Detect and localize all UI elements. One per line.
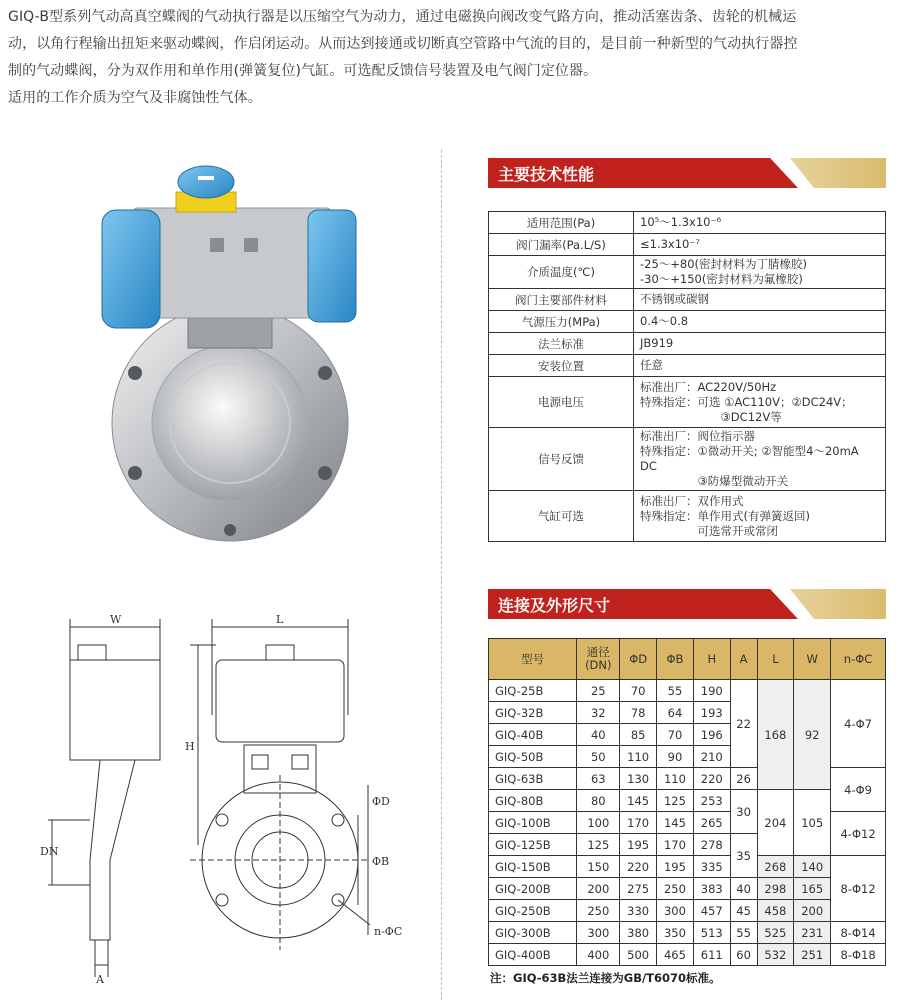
cell-b: 125 — [657, 790, 694, 812]
table-row — [489, 944, 886, 966]
column-header: L — [757, 639, 794, 680]
spec-row — [489, 311, 886, 333]
cell-model: GIQ-300B — [489, 922, 577, 944]
cell-w: 200 — [794, 900, 831, 922]
cell-d: 170 — [620, 812, 657, 834]
column-divider — [441, 150, 442, 1000]
cell-dn: 25 — [577, 680, 620, 702]
intro-line: GIQ-B型系列气动高真空蝶阀的气动执行器是以压缩空气为动力，通过电磁换向阀改变气路方向，推动活塞齿条、齿轮的机械运 — [8, 9, 797, 25]
dimension-drawing — [40, 605, 420, 990]
column-header: ΦD — [620, 639, 657, 680]
cell-c: 4-Φ7 — [831, 680, 886, 768]
cell-h: 335 — [693, 856, 730, 878]
cell-h: 193 — [693, 702, 730, 724]
cell-h: 265 — [693, 812, 730, 834]
cell-dn: 40 — [577, 724, 620, 746]
valve-product-photo — [80, 158, 380, 548]
cell-d: 78 — [620, 702, 657, 724]
dims-title: 连接及外形尺寸 — [498, 596, 611, 615]
cell-model: GIQ-50B — [489, 746, 577, 768]
spec-row — [489, 491, 886, 542]
cell-d: 500 — [620, 944, 657, 966]
cell-b: 250 — [657, 878, 694, 900]
spec-key: 介质温度(℃) — [489, 256, 634, 289]
spec-row — [489, 428, 886, 491]
cell-h: 383 — [693, 878, 730, 900]
spec-key: 阀门漏率(Pa.L/S) — [489, 234, 634, 256]
cell-c: 4-Φ12 — [831, 812, 886, 856]
cell-c: 4-Φ9 — [831, 768, 886, 812]
cell-c: 8-Φ18 — [831, 944, 886, 966]
column-header: 通径 (DN) — [577, 639, 620, 680]
spec-value: 0.4～0.8 — [634, 311, 886, 333]
column-header: ΦB — [657, 639, 694, 680]
specs-section-header — [488, 158, 886, 188]
spec-value: 任意 — [634, 355, 886, 377]
cell-d: 110 — [620, 746, 657, 768]
column-header: n-ΦC — [831, 639, 886, 680]
cell-b: 195 — [657, 856, 694, 878]
dimension-table — [488, 638, 886, 966]
spec-row — [489, 377, 886, 428]
cell-d: 195 — [620, 834, 657, 856]
spec-row — [489, 234, 886, 256]
cell-a: 40 — [730, 878, 757, 900]
intro-line: 动，以角行程输出扭矩来驱动蝶阀，作启闭运动。从而达到接通或切断真空管路中气流的目的，是目前一种新型的气动执行器控 — [8, 36, 798, 52]
specs-title: 主要技术性能 — [498, 165, 595, 184]
spec-key: 电源电压 — [489, 377, 634, 428]
cell-model: GIQ-200B — [489, 878, 577, 900]
cell-dn: 400 — [577, 944, 620, 966]
label-n-phi-c: n-ΦC — [374, 925, 403, 938]
cell-l: 168 — [757, 680, 794, 790]
cell-dn: 200 — [577, 878, 620, 900]
cell-b: 110 — [657, 768, 694, 790]
spec-key: 适用范围(Pa) — [489, 212, 634, 234]
cell-dn: 32 — [577, 702, 620, 724]
cell-d: 275 — [620, 878, 657, 900]
spec-table — [488, 211, 886, 542]
column-header: H — [693, 639, 730, 680]
cell-a: 26 — [730, 768, 757, 790]
cell-h: 278 — [693, 834, 730, 856]
spec-value: -25～+80(密封材料为丁腈橡胶) -30～+150(密封材料为氟橡胶) — [634, 256, 886, 289]
cell-b: 145 — [657, 812, 694, 834]
spec-key: 信号反馈 — [489, 428, 634, 491]
cell-model: GIQ-32B — [489, 702, 577, 724]
cell-model: GIQ-150B — [489, 856, 577, 878]
cell-model: GIQ-100B — [489, 812, 577, 834]
cell-l: 525 — [757, 922, 794, 944]
table-row — [489, 790, 886, 812]
cell-dn: 300 — [577, 922, 620, 944]
cell-b: 170 — [657, 834, 694, 856]
cell-d: 130 — [620, 768, 657, 790]
table-row — [489, 922, 886, 944]
spec-value: ≤1.3x10⁻⁷ — [634, 234, 886, 256]
cell-a: 45 — [730, 900, 757, 922]
column-header: 型号 — [489, 639, 577, 680]
spec-key: 阀门主要部件材料 — [489, 289, 634, 311]
cell-d: 220 — [620, 856, 657, 878]
cell-model: GIQ-400B — [489, 944, 577, 966]
cell-w: 165 — [794, 878, 831, 900]
spec-key: 法兰标准 — [489, 333, 634, 355]
cell-dn: 100 — [577, 812, 620, 834]
spec-value: 10⁵～1.3x10⁻⁶ — [634, 212, 886, 234]
cell-b: 465 — [657, 944, 694, 966]
cell-h: 611 — [693, 944, 730, 966]
cell-w: 105 — [794, 790, 831, 856]
cell-b: 55 — [657, 680, 694, 702]
cell-b: 64 — [657, 702, 694, 724]
cell-w: 231 — [794, 922, 831, 944]
cell-dn: 80 — [577, 790, 620, 812]
cell-a: 22 — [730, 680, 757, 768]
cell-l: 532 — [757, 944, 794, 966]
spec-value: 标准出厂：阀位指示器 特殊指定：①微动开关; ②智能型4～20mA DC ③防爆型微动开关 — [634, 428, 886, 491]
spec-value: 标准出厂：AC220V/50Hz 特殊指定：可选 ①AC110V；②DC24V； ③DC12V等 — [634, 377, 886, 428]
spec-key: 安装位置 — [489, 355, 634, 377]
column-header: A — [730, 639, 757, 680]
table-row — [489, 680, 886, 702]
spec-row — [489, 289, 886, 311]
cell-l: 298 — [757, 878, 794, 900]
cell-h: 513 — [693, 922, 730, 944]
footnote: 注：GIQ-63B法兰连接为GB/T6070标准。 — [490, 971, 721, 985]
cell-model: GIQ-80B — [489, 790, 577, 812]
cell-model: GIQ-25B — [489, 680, 577, 702]
cell-a: 55 — [730, 922, 757, 944]
cell-a: 30 — [730, 790, 757, 834]
spec-row — [489, 212, 886, 234]
cell-b: 300 — [657, 900, 694, 922]
cell-h: 196 — [693, 724, 730, 746]
spec-row — [489, 355, 886, 377]
cell-w: 140 — [794, 856, 831, 878]
cell-dn: 63 — [577, 768, 620, 790]
cell-a: 35 — [730, 834, 757, 878]
cell-h: 253 — [693, 790, 730, 812]
dims-section-header — [488, 589, 886, 619]
cell-w: 251 — [794, 944, 831, 966]
cell-dn: 250 — [577, 900, 620, 922]
cell-b: 70 — [657, 724, 694, 746]
cell-h: 220 — [693, 768, 730, 790]
cell-c: 8-Φ14 — [831, 922, 886, 944]
cell-l: 458 — [757, 900, 794, 922]
label-dn: DN — [40, 845, 59, 858]
cell-b: 90 — [657, 746, 694, 768]
spec-value: JB919 — [634, 333, 886, 355]
cell-d: 330 — [620, 900, 657, 922]
label-phi-b: ΦB — [372, 855, 390, 868]
label-a: A — [96, 973, 104, 986]
table-row — [489, 856, 886, 878]
cell-h: 210 — [693, 746, 730, 768]
cell-model: GIQ-40B — [489, 724, 577, 746]
spec-row — [489, 333, 886, 355]
table-row — [489, 878, 886, 900]
cell-a: 60 — [730, 944, 757, 966]
cell-d: 70 — [620, 680, 657, 702]
spec-key: 气缸可选 — [489, 491, 634, 542]
spec-value: 标准出厂：双作用式 特殊指定：单作用式(有弹簧返回) 可选常开或常闭 — [634, 491, 886, 542]
cell-b: 350 — [657, 922, 694, 944]
label-l: L — [276, 613, 284, 626]
cell-d: 85 — [620, 724, 657, 746]
column-header: W — [794, 639, 831, 680]
cell-dn: 50 — [577, 746, 620, 768]
cell-h: 190 — [693, 680, 730, 702]
intro-line: 制的气动蝶阀，分为双作用和单作用(弹簧复位)气缸。可选配反馈信号装置及电气阀门定位器。 — [8, 63, 598, 79]
cell-d: 145 — [620, 790, 657, 812]
cell-l: 268 — [757, 856, 794, 878]
cell-h: 457 — [693, 900, 730, 922]
spec-key: 气源压力(MPa) — [489, 311, 634, 333]
cell-c: 8-Φ12 — [831, 856, 886, 922]
cell-model: GIQ-250B — [489, 900, 577, 922]
cell-model: GIQ-63B — [489, 768, 577, 790]
cell-w: 92 — [794, 680, 831, 790]
label-phi-d: ΦD — [372, 795, 390, 808]
intro-line: 适用的工作介质为空气及非腐蚀性气体。 — [8, 90, 262, 106]
label-w: W — [110, 613, 122, 626]
label-h: H — [185, 740, 195, 753]
spec-value: 不锈钢或碳钢 — [634, 289, 886, 311]
intro-text — [8, 4, 892, 112]
cell-l: 204 — [757, 790, 794, 856]
cell-dn: 125 — [577, 834, 620, 856]
cell-d: 380 — [620, 922, 657, 944]
table-row — [489, 900, 886, 922]
cell-dn: 150 — [577, 856, 620, 878]
spec-row — [489, 256, 886, 289]
cell-model: GIQ-125B — [489, 834, 577, 856]
